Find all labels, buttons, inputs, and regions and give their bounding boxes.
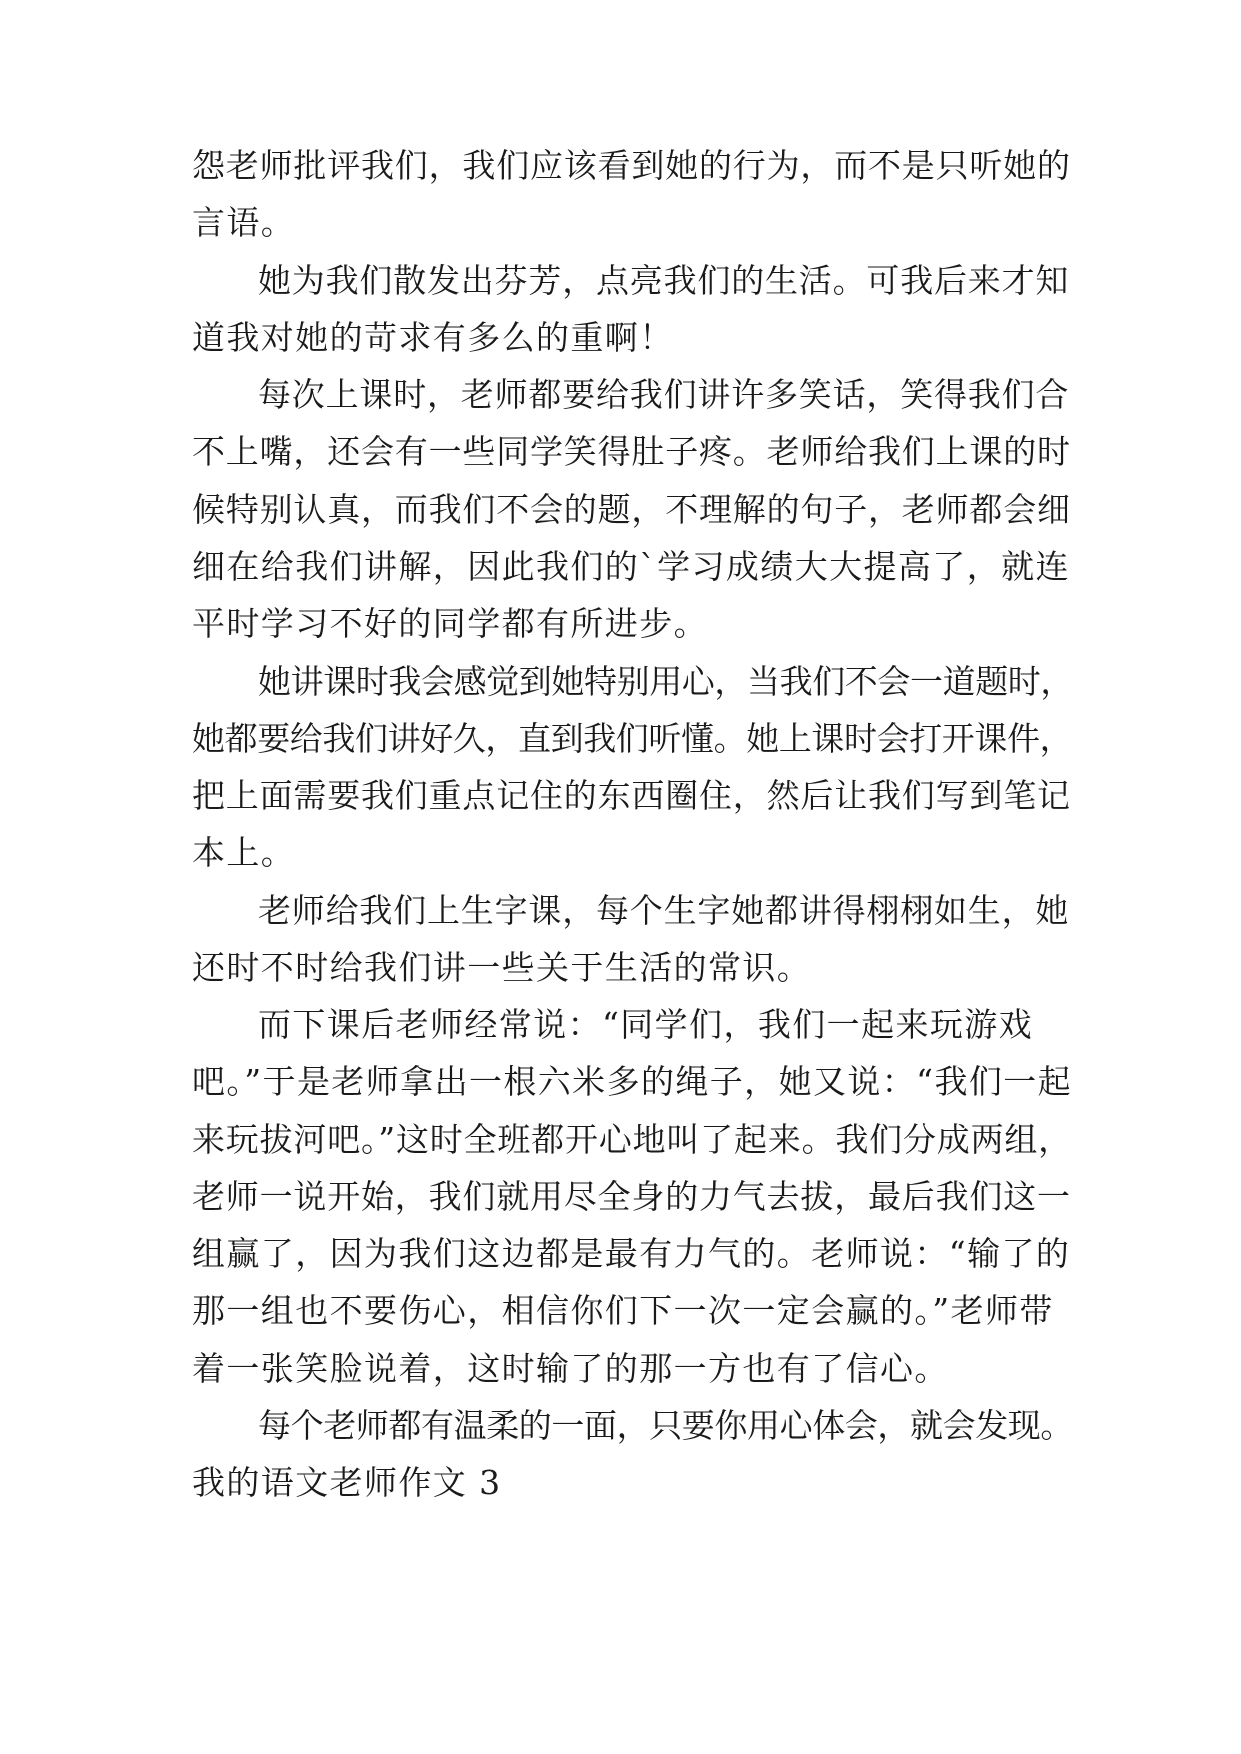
text-line: 平时学习不好的同学都有所进步。 <box>192 604 708 643</box>
paragraph-first-line: 她讲课时我会感觉到她特别用心，当我们不会一道题时， <box>258 662 1074 701</box>
text-line: 老师一说开始，我们就用尽全身的力气去拔，最后我们这一 <box>192 1177 1071 1216</box>
text-line: 细在给我们讲解，因此我们的`学习成绩大大提高了，就连 <box>192 547 1070 586</box>
text-line: 候特别认真，而我们不会的题，不理解的句子，老师都会细 <box>192 490 1071 529</box>
text-line: 道我对她的苛求有多么的重啊！ <box>192 318 674 357</box>
text-line: 本上。 <box>192 833 296 872</box>
text-line: 吧。”于是老师拿出一根六米多的绳子，她又说：“我们一起 <box>192 1062 1073 1101</box>
text-line: 还时不时给我们讲一些关于生活的常识。 <box>192 948 812 987</box>
paragraph-first-line: 而下课后老师经常说：“同学们，我们一起来玩游戏 <box>258 1005 1034 1044</box>
text-line: 来玩拔河吧。”这时全班都开心地叫了起来。我们分成两组， <box>192 1120 1072 1159</box>
text-line: 组赢了，因为我们这边都是最有力气的。老师说：“输了的 <box>192 1234 1071 1273</box>
text-line: 不上嘴，还会有一些同学笑得肚子疼。老师给我们上课的时 <box>192 432 1071 471</box>
text-line: 那一组也不要伤心，相信你们下一次一定会赢的。”老师带 <box>192 1291 1054 1330</box>
paragraph-first-line: 她为我们散发出芬芳，点亮我们的生活。可我后来才知 <box>258 261 1070 300</box>
text-line: 怨老师批评我们，我们应该看到她的行为，而不是只听她的 <box>192 146 1071 185</box>
text-line: 她都要给我们讲好久，直到我们听懂。她上课时会打开课件， <box>192 719 1073 758</box>
text-line: 言语。 <box>192 203 296 242</box>
paragraph-first-line: 每次上课时，老师都要给我们讲许多笑话，笑得我们合 <box>258 375 1070 414</box>
paragraph-first-line: 老师给我们上生字课，每个生字她都讲得栩栩如生，她 <box>258 891 1070 930</box>
section-heading: 我的语文老师作文 3 <box>192 1463 502 1502</box>
text-line: 把上面需要我们重点记住的东西圈住，然后让我们写到笔记 <box>192 776 1071 815</box>
text-line: 着一张笑脸说着，这时输了的那一方也有了信心。 <box>192 1349 949 1388</box>
paragraph-first-line: 每个老师都有温柔的一面，只要你用心体会，就会发现。 <box>258 1406 1074 1445</box>
